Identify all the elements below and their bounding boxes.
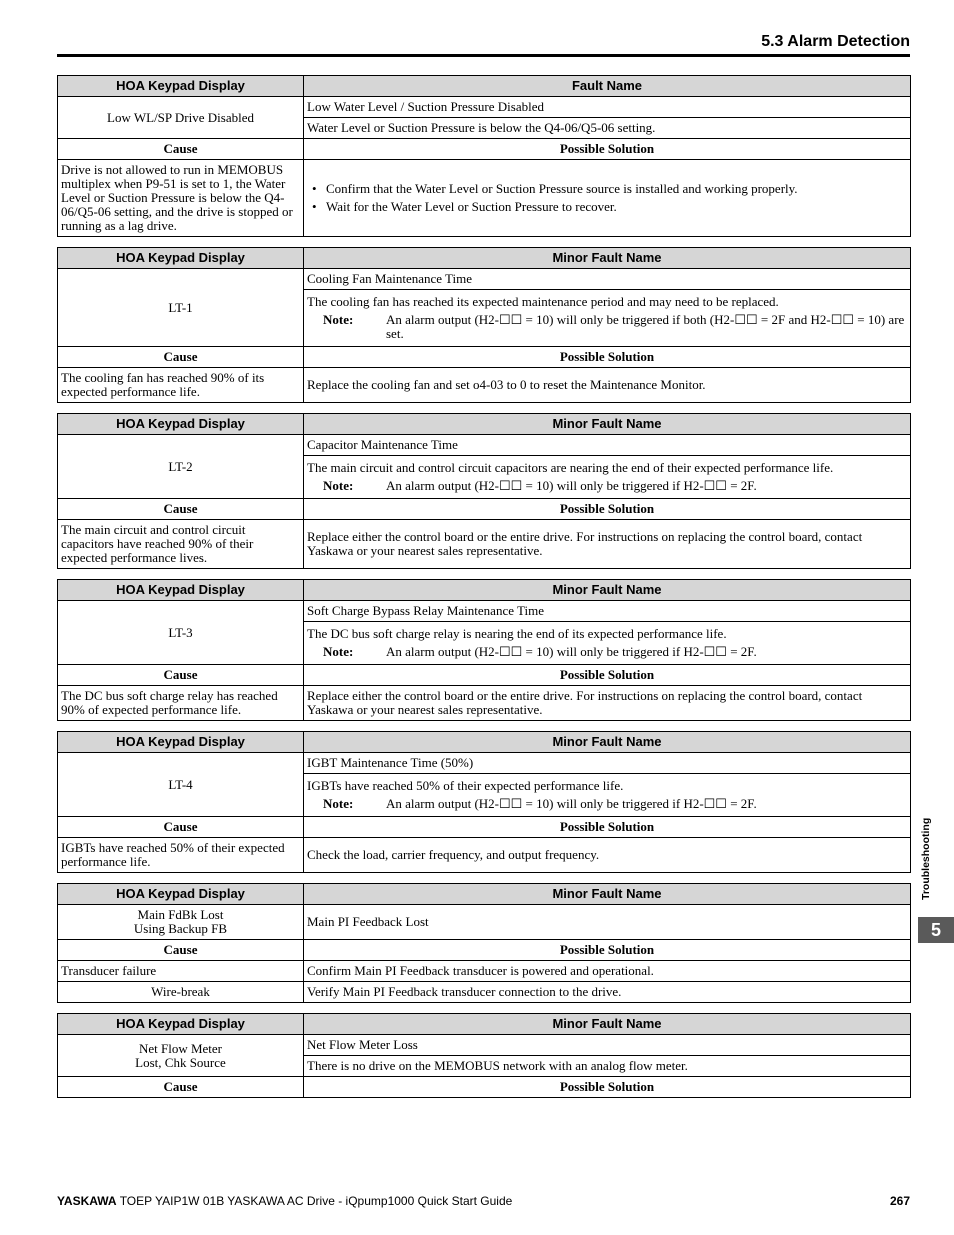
hoa-display: LT-4 <box>58 753 304 817</box>
hoa-header: HOA Keypad Display <box>58 76 304 97</box>
fault-table-lt-3 <box>57 579 911 721</box>
solution-text: Replace either the control board or the entire drive. For instructions on replacing the control board, contact Yaskawa or your nearest sales representative. <box>304 686 911 721</box>
header-rule <box>57 54 910 57</box>
solution-header: Possible Solution <box>304 499 911 520</box>
fault-description: IGBTs have reached 50% of their expected performance life. <box>307 778 624 793</box>
cause-text: The DC bus soft charge relay has reached 90% of expected performance life. <box>58 686 304 721</box>
hoa-header: HOA Keypad Display <box>58 580 304 601</box>
fault-name: Low Water Level / Suction Pressure Disabled <box>304 97 911 118</box>
hoa-header: HOA Keypad Display <box>58 732 304 753</box>
fault-name: IGBT Maintenance Time (50%) <box>304 753 911 774</box>
note-label: Note: <box>323 312 354 327</box>
hoa-header: HOA Keypad Display <box>58 884 304 905</box>
solution-header: Possible Solution <box>304 665 911 686</box>
minor-fault-name-header: Minor Fault Name <box>304 732 911 753</box>
solution-text: Replace the cooling fan and set o4-03 to 0 to reset the Maintenance Monitor. <box>304 368 911 403</box>
cause-text: The cooling fan has reached 90% of its expected performance life. <box>58 368 304 403</box>
fault-name: Net Flow Meter Loss <box>304 1035 911 1056</box>
fault-name: Cooling Fan Maintenance Time <box>304 269 911 290</box>
page-number: 267 <box>889 1194 910 1208</box>
fault-name: Capacitor Maintenance Time <box>304 435 911 456</box>
note <box>307 475 907 493</box>
cause-text: Transducer failure <box>58 961 304 982</box>
fault-description: Water Level or Suction Pressure is below the Q4-06/Q5-06 setting. <box>304 118 911 139</box>
fault-description: There is no drive on the MEMOBUS network with an analog flow meter. <box>304 1056 911 1077</box>
section-title: 5.3 Alarm Detection <box>761 33 910 50</box>
hoa-display-line: Net Flow Meter <box>138 1040 223 1056</box>
fault-description-cell <box>304 290 911 347</box>
fault-table-lt-4 <box>57 731 911 873</box>
cause-header: Cause <box>58 499 304 520</box>
cause-text: Drive is not allowed to run in MEMOBUS multiplex when P9-51 is set to 1, the Water Level or Suction Pressure is below the Q4-06/Q5-06 setting, and the drive is stopped or running as a lag drive. <box>58 160 304 237</box>
chapter-side-label: Troubleshooting <box>920 817 932 900</box>
hoa-display-line: Using Backup FB <box>133 921 228 936</box>
note-text: An alarm output (H2-☐☐ = 10) will only be triggered if both (H2-☐☐ = 2F and H2-☐☐ = 10) are set. <box>386 312 905 341</box>
hoa-display: LT-1 <box>58 269 304 347</box>
note-text: An alarm output (H2-☐☐ = 10) will only be triggered if H2-☐☐ = 2F. <box>386 478 757 493</box>
fault-description-cell <box>304 622 911 665</box>
hoa-display: LT-2 <box>58 435 304 499</box>
fault-name: Main PI Feedback Lost <box>304 905 911 940</box>
fault-description: The DC bus soft charge relay is nearing the end of its expected performance life. <box>307 626 727 641</box>
solution-header: Possible Solution <box>304 347 911 368</box>
fault-table-lt-1 <box>57 247 911 403</box>
solution-cell <box>304 160 911 237</box>
footer-doc-title <box>57 1194 512 1208</box>
fault-description-cell <box>304 774 911 817</box>
cause-text: IGBTs have reached 50% of their expected performance life. <box>58 838 304 873</box>
fault-description: The main circuit and control circuit capacitors are nearing the end of their expected performance life. <box>307 460 834 475</box>
fault-table-main-fdbk-lost <box>57 883 911 1003</box>
minor-fault-name-header: Minor Fault Name <box>304 580 911 601</box>
minor-fault-name-header: Minor Fault Name <box>304 884 911 905</box>
cause-header: Cause <box>58 1077 304 1098</box>
hoa-display: LT-3 <box>58 601 304 665</box>
solution-bullet: • Confirm that the Water Level or Suction Pressure source is installed and working properly. <box>312 182 907 196</box>
note <box>307 309 907 341</box>
hoa-header: HOA Keypad Display <box>58 414 304 435</box>
fault-table-low-wl-sp <box>57 75 911 237</box>
cause-text: The main circuit and control circuit capacitors have reached 90% of their expected performance lives. <box>58 520 304 569</box>
hoa-display <box>58 1035 304 1077</box>
fault-description-cell <box>304 456 911 499</box>
solution-text: Check the load, carrier frequency, and output frequency. <box>304 838 911 873</box>
note <box>307 793 907 811</box>
cause-text: Wire-break <box>58 982 304 1003</box>
fault-name: Soft Charge Bypass Relay Maintenance Time <box>304 601 911 622</box>
cause-header: Cause <box>58 139 304 160</box>
note-label: Note: <box>323 796 354 811</box>
fault-table-lt-2 <box>57 413 911 569</box>
cause-header: Cause <box>58 665 304 686</box>
hoa-display-line: Main FdBk Lost <box>137 907 224 922</box>
note-label: Note: <box>323 644 354 659</box>
solution-text: Confirm Main PI Feedback transducer is powered and operational. <box>304 961 911 982</box>
fault-description: The cooling fan has reached its expected maintenance period and may need to be replaced. <box>307 294 779 309</box>
note-text: An alarm output (H2-☐☐ = 10) will only be triggered if H2-☐☐ = 2F. <box>386 796 757 811</box>
minor-fault-name-header: Minor Fault Name <box>304 248 911 269</box>
note-label: Note: <box>323 478 354 493</box>
solution-header: Possible Solution <box>304 940 911 961</box>
solution-header: Possible Solution <box>304 817 911 838</box>
minor-fault-name-header: Minor Fault Name <box>304 414 911 435</box>
solution-text: Replace either the control board or the entire drive. For instructions on replacing the control board, contact Yaskawa or your nearest sales representative. <box>304 520 911 569</box>
cause-header: Cause <box>58 940 304 961</box>
cause-header: Cause <box>58 347 304 368</box>
fault-name-header: Fault Name <box>304 76 911 97</box>
chapter-tab: 5 <box>918 917 954 943</box>
hoa-header: HOA Keypad Display <box>58 248 304 269</box>
hoa-display-line: Lost, Chk Source <box>135 1054 226 1070</box>
solution-text: Verify Main PI Feedback transducer connection to the drive. <box>304 982 911 1003</box>
hoa-header: HOA Keypad Display <box>58 1014 304 1035</box>
note-text: An alarm output (H2-☐☐ = 10) will only be triggered if H2-☐☐ = 2F. <box>386 644 757 659</box>
cause-header: Cause <box>58 817 304 838</box>
hoa-display <box>58 905 304 940</box>
minor-fault-name-header: Minor Fault Name <box>304 1014 911 1035</box>
footer-brand: YASKAWA <box>57 1194 117 1208</box>
note <box>307 641 907 659</box>
solution-header: Possible Solution <box>304 1077 911 1098</box>
solution-bullet: • Wait for the Water Level or Suction Pressure to recover. <box>312 200 907 214</box>
solution-header: Possible Solution <box>304 139 911 160</box>
fault-table-net-flow-meter <box>57 1013 911 1098</box>
footer-doc-text: TOEP YAIP1W 01B YASKAWA AC Drive - iQpump1000 Quick Start Guide <box>116 1194 513 1208</box>
hoa-display: Low WL/SP Drive Disabled <box>58 97 304 139</box>
